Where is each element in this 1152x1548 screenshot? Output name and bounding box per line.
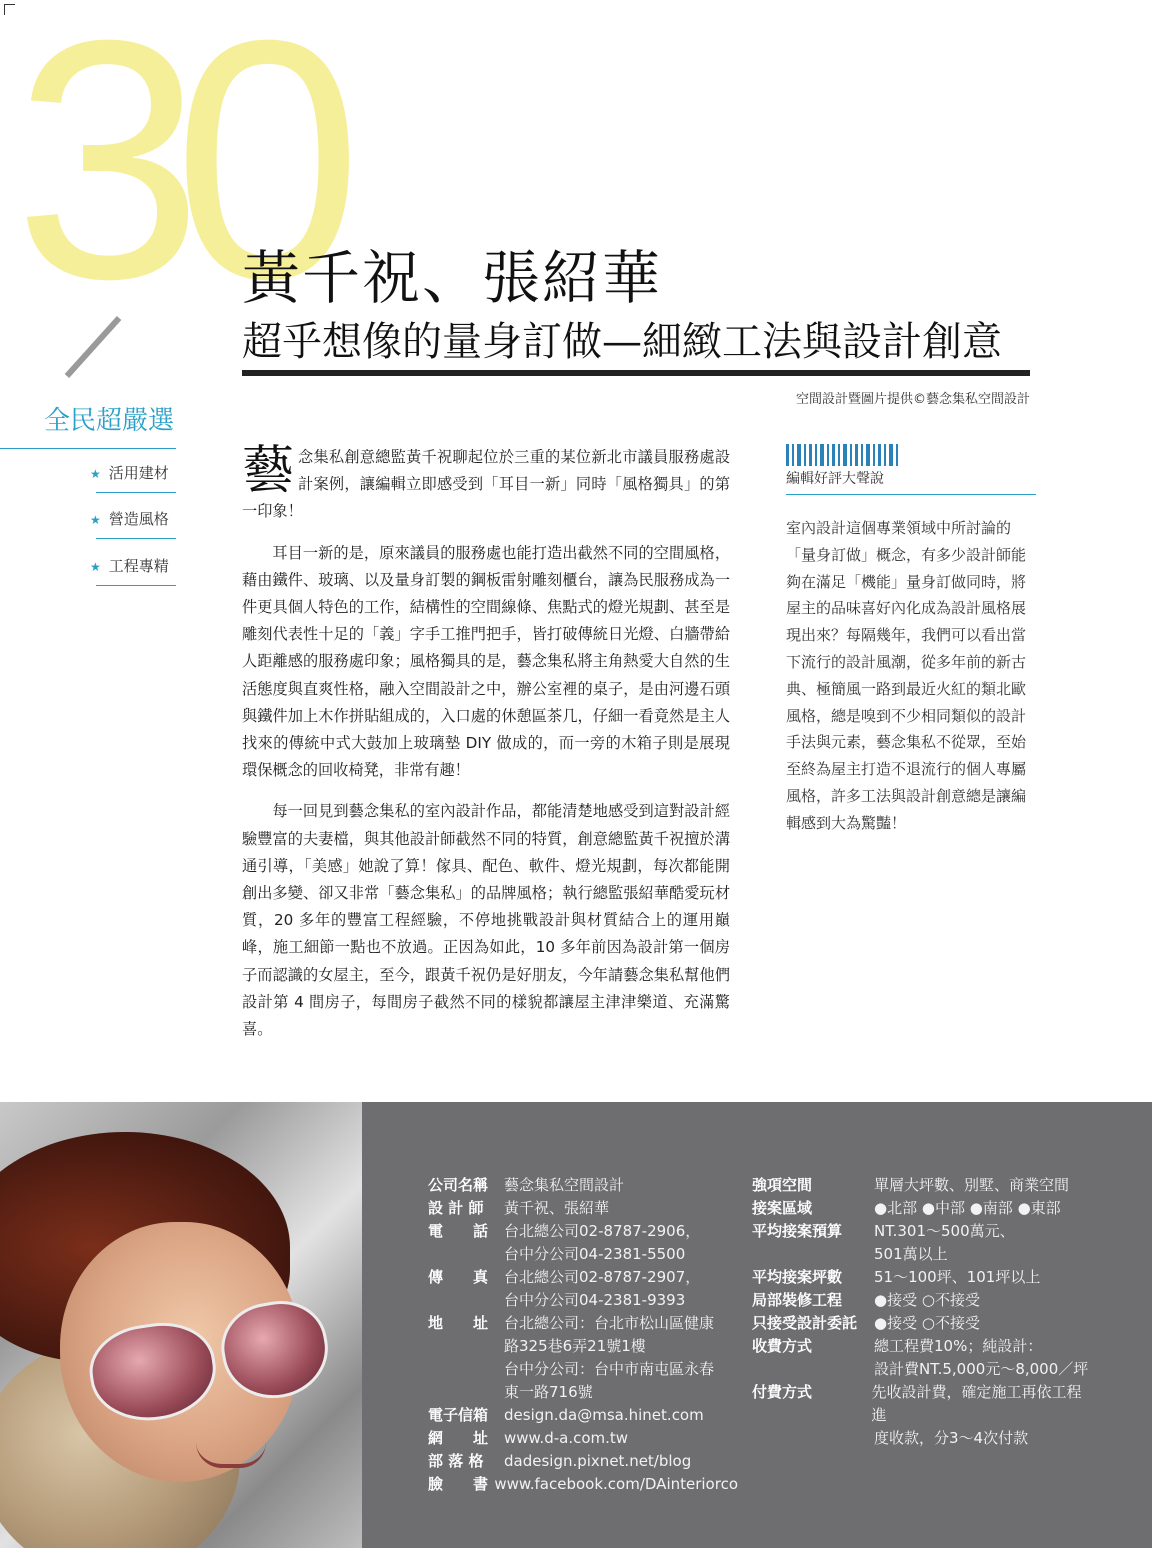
info-label xyxy=(428,1243,504,1266)
info-row xyxy=(428,1312,738,1335)
star-icon: ★ xyxy=(90,560,101,574)
info-row xyxy=(752,1335,1092,1358)
article-title: 黃千祝、張紹華 xyxy=(242,244,663,312)
info-label: 臉 書 xyxy=(428,1475,489,1493)
info-row xyxy=(752,1266,1092,1289)
info-row xyxy=(428,1358,738,1381)
review-title: 編輯好評大聲說 xyxy=(786,471,884,487)
info-label xyxy=(752,1427,874,1450)
info-value: dadesign.pixnet.net/blog xyxy=(504,1452,692,1470)
info-row xyxy=(752,1174,1092,1197)
paragraph-1-text: 念集私創意總監黃千祝聊起位於三重的某位新北市議員服務處設計案例，讓編輯立即感受到「耳目一新」同時「風格獨具」的第一印象！ xyxy=(242,448,730,521)
category-rule xyxy=(96,492,176,493)
info-label: 只接受設計委託 xyxy=(752,1314,858,1332)
info-value: www.d-a.com.tw xyxy=(504,1429,629,1447)
info-label xyxy=(428,1335,504,1358)
info-row xyxy=(752,1427,1092,1450)
section-rule xyxy=(0,448,176,449)
info-label: 地 址 xyxy=(428,1314,489,1332)
info-row xyxy=(428,1450,738,1473)
category-item xyxy=(90,462,176,483)
info-value: 台中分公司：台中市南屯區永春 xyxy=(504,1360,715,1378)
info-label: 局部裝修工程 xyxy=(752,1291,843,1309)
info-row xyxy=(752,1381,1092,1427)
info-value: 51～100坪、101坪以上 xyxy=(874,1268,1041,1286)
info-value: 先收設計費，確定施工再依工程進 xyxy=(871,1383,1082,1424)
info-label: 電 話 xyxy=(428,1222,489,1240)
info-value: NT.301～500萬元、 xyxy=(874,1222,1015,1240)
info-label: 網 址 xyxy=(428,1429,489,1447)
editor-review xyxy=(786,444,1036,837)
info-value: www.facebook.com/DAinteriorco xyxy=(494,1475,738,1493)
paragraph-1 xyxy=(242,441,730,526)
info-value: 藝念集私空間設計 xyxy=(504,1176,625,1194)
info-value: 台中分公司04-2381-9393 xyxy=(504,1291,686,1309)
info-value: 台北總公司02-8787-2906， xyxy=(504,1222,701,1240)
info-label: 付費方式 xyxy=(752,1383,813,1401)
info-value: 台中分公司04-2381-5500 xyxy=(504,1245,686,1263)
info-value: 台北總公司02-8787-2907， xyxy=(504,1268,701,1286)
barcode-icon xyxy=(786,444,1036,466)
info-row xyxy=(428,1243,738,1266)
photo-credit: 空間設計暨圖片提供©藝念集私空間設計 xyxy=(795,392,1030,407)
info-value: 東一路716號 xyxy=(504,1383,593,1401)
drop-cap: 藝 xyxy=(242,441,295,501)
info-row xyxy=(428,1174,738,1197)
info-row xyxy=(752,1243,1092,1266)
info-value: ●北部 ●中部 ●南部 ●東部 xyxy=(874,1199,1061,1217)
info-label: 部 落 格 xyxy=(428,1452,484,1470)
category-item xyxy=(90,555,176,576)
section-label: 全民超嚴選 xyxy=(44,406,175,436)
paragraph-3: 每一回見到藝念集私的室內設計作品，都能清楚地感受到這對設計經驗豐富的夫妻檔，與其他設計師截然不同的特質，創意總監黃千祝擅於溝通引導，「美感」她說了算！傢具、配色、軟件、燈光規劃，每次都能開創出多變、卻又非常「藝念集私」的品牌風格；執行總監張紹華酷愛玩材質，20 多年的豐富工程經驗，不停地挑戰設計與材質結合上的運用巔峰，施工細節一點也不放過。正因為如此，10 多年前因為設計第一個房子而認識的女屋主，至今，跟黃千祝仍是好朋友，今年請藝念集私幫他們設計第 4 間房子，每間房子截然不同的樣貌都讓屋主津津樂道、充滿驚喜。 xyxy=(242,802,730,1039)
info-row xyxy=(752,1197,1092,1220)
info-value: design.da@msa.hinet.com xyxy=(504,1406,704,1424)
category-item xyxy=(90,508,176,529)
info-value: 度收款，分3～4次付款 xyxy=(874,1429,1029,1447)
info-label xyxy=(428,1358,504,1381)
info-value: ●接受 ○不接受 xyxy=(874,1314,980,1332)
company-info-right xyxy=(752,1174,1092,1450)
designer-photo xyxy=(0,1102,362,1548)
article-subtitle: 超乎想像的量身訂做—細緻工法與設計創意 xyxy=(242,319,1002,365)
company-info-left xyxy=(428,1174,738,1496)
star-icon: ★ xyxy=(90,513,101,527)
info-value: 路325巷6弄21號1樓 xyxy=(504,1337,646,1355)
info-label: 電子信箱 xyxy=(428,1406,489,1424)
info-row xyxy=(428,1427,738,1450)
title-block xyxy=(242,240,1042,368)
info-label xyxy=(752,1243,874,1266)
title-rule xyxy=(242,370,1030,376)
category-label: 工程專精 xyxy=(108,557,169,575)
info-value: 設計費NT.5,000元～8,000／坪 xyxy=(874,1360,1089,1378)
info-row xyxy=(428,1266,738,1289)
info-label: 平均接案預算 xyxy=(752,1222,843,1240)
page-number-decoration: 30 xyxy=(14,0,333,350)
info-label xyxy=(428,1289,504,1312)
info-row xyxy=(752,1312,1092,1335)
info-label xyxy=(752,1358,874,1381)
info-row xyxy=(428,1335,738,1358)
info-row xyxy=(752,1289,1092,1312)
category-rule xyxy=(96,585,176,586)
paragraph-2: 耳目一新的是，原來議員的服務處也能打造出截然不同的空間風格，藉由鐵件、玻璃、以及量身訂製的鋼板雷射雕刻櫃台，讓為民服務成為一件更具個人特色的工作，結構性的空間線條、焦點式的燈光規劃、甚至是雕刻代表性十足的「義」字手工推門把手，皆打破傳統日光燈、白牆帶給人距離感的服務處印象；風格獨具的是，藝念集私將主角熱愛大自然的生活態度與直爽性格，融入空間設計之中，辦公室裡的桌子，是由河邊石頭與鐵件加上木作拼貼組成的，入口處的休憩區茶几，仔細一看竟然是主人找來的傳統中式大鼓加上玻璃墊 DIY 做成的，而一旁的木箱子則是展現環保概念的回收椅凳，非常有趣！ xyxy=(242,543,730,780)
category-label: 營造風格 xyxy=(108,510,169,528)
info-row xyxy=(428,1289,738,1312)
info-value: 總工程費10%；純設計： xyxy=(874,1337,1043,1355)
info-value: 台北總公司：台北市松山區健康 xyxy=(504,1314,715,1332)
info-value: 單層大坪數、別墅、商業空間 xyxy=(874,1176,1070,1194)
category-label: 活用建材 xyxy=(108,464,169,482)
info-label: 接案區域 xyxy=(752,1199,813,1217)
info-label: 收費方式 xyxy=(752,1337,813,1355)
info-row xyxy=(752,1220,1092,1243)
review-rule xyxy=(786,494,1036,495)
info-value: 501萬以上 xyxy=(874,1245,948,1263)
info-row xyxy=(428,1220,738,1243)
info-value: 黃千祝、張紹華 xyxy=(504,1199,610,1217)
info-row xyxy=(428,1473,738,1496)
info-label: 平均接案坪數 xyxy=(752,1268,843,1286)
info-row xyxy=(428,1197,738,1220)
info-label: 公司名稱 xyxy=(428,1176,489,1194)
category-rule xyxy=(96,538,176,539)
info-label: 強項空間 xyxy=(752,1176,813,1194)
info-label: 設 計 師 xyxy=(428,1199,484,1217)
article-body xyxy=(242,441,730,1057)
star-icon: ★ xyxy=(90,467,101,481)
info-row xyxy=(428,1381,738,1404)
info-value: ●接受 ○不接受 xyxy=(874,1291,980,1309)
info-row xyxy=(428,1404,738,1427)
info-row xyxy=(752,1358,1092,1381)
info-label: 傳 真 xyxy=(428,1268,489,1286)
info-label xyxy=(428,1381,504,1404)
review-text: 室內設計這個專業領域中所討論的「量身訂做」概念，有多少設計師能夠在滿足「機能」量身訂做同時，將屋主的品味喜好內化成為設計風格展現出來？每隔幾年，我們可以看出當下流行的設計風潮，從多年前的新古典、極簡風一路到最近火紅的類北歐風格，總是嗅到不少相同類似的設計手法與元素，藝念集私不從眾，至始至終為屋主打造不退流行的個人專屬風格，許多工法與設計創意總是讓編輯感到大為驚豔！ xyxy=(786,519,1027,832)
